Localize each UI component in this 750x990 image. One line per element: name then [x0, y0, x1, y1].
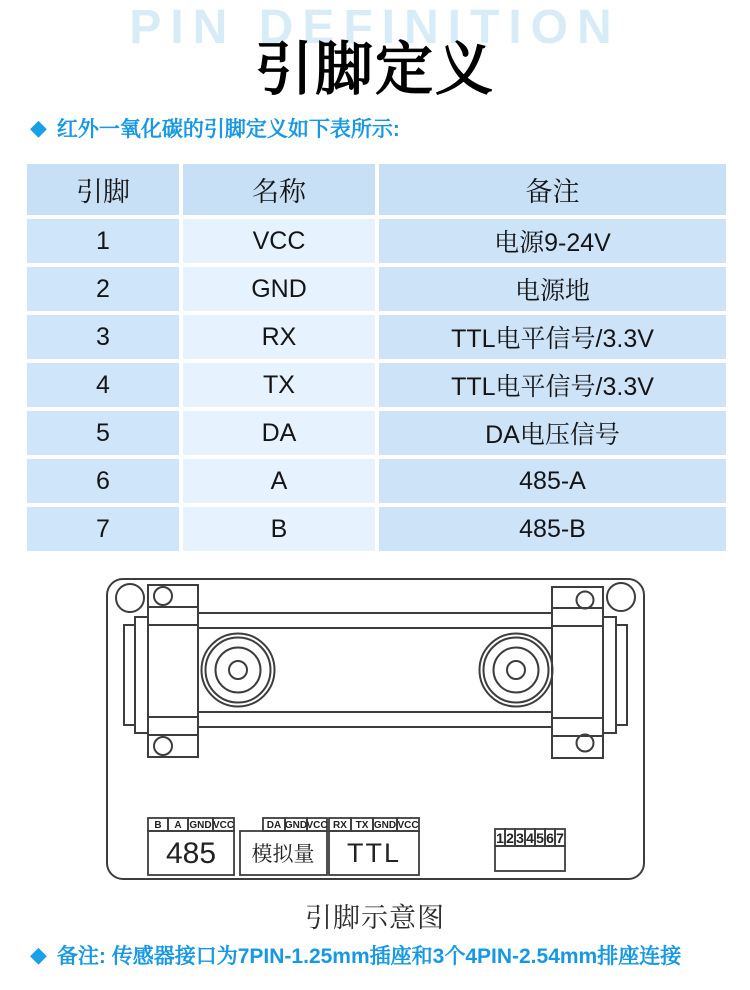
col-header-name: 名称 — [183, 164, 375, 215]
table-row — [27, 363, 726, 407]
pin-label: GND — [373, 820, 397, 831]
table-row — [27, 507, 726, 551]
mount-bracket-left — [148, 585, 198, 757]
mount-bracket-right — [552, 587, 603, 758]
pin-label: VCC — [212, 820, 235, 831]
corner-hole-right — [607, 583, 635, 611]
table-cell: 3 — [27, 315, 179, 359]
pin-label: DA — [266, 820, 282, 831]
table-cell: RX — [183, 315, 375, 359]
pin-label: VCC — [306, 820, 328, 831]
pin-number: 3 — [516, 830, 524, 846]
table-row — [27, 267, 726, 311]
pin-number: 5 — [536, 830, 544, 846]
pin-diagram-svg — [88, 570, 663, 888]
sensor-circle-left — [202, 634, 275, 707]
table-cell: 6 — [27, 459, 179, 503]
table-row — [27, 459, 726, 503]
col-header-pin: 引脚 — [27, 164, 179, 215]
pin-diagram — [88, 570, 663, 893]
pin-table — [23, 160, 730, 555]
pin-number: 4 — [526, 830, 534, 846]
col-header-remark: 备注 — [379, 164, 726, 215]
table-cell: GND — [183, 267, 375, 311]
table-cell: DA — [183, 411, 375, 455]
pin-label: A — [174, 820, 182, 831]
table-cell: 2 — [27, 267, 179, 311]
diamond-icon: ◆ — [30, 942, 47, 967]
table-cell: 1 — [27, 219, 179, 263]
pin-number: 2 — [506, 830, 514, 846]
table-cell: 7 — [27, 507, 179, 551]
pin-number: 7 — [556, 830, 564, 846]
pin-label: RX — [333, 820, 347, 831]
table-cell: 5 — [27, 411, 179, 455]
pin-table-wrapper — [23, 160, 730, 555]
table-row — [27, 315, 726, 359]
table-cell: TX — [183, 363, 375, 407]
table-header-row — [27, 164, 726, 215]
pin-number: 1 — [496, 830, 504, 846]
table-cell: TTL电平信号/3.3V — [379, 315, 726, 359]
diagram-caption: 引脚示意图 — [305, 903, 445, 933]
table-cell: 485-A — [379, 459, 726, 503]
table-row — [27, 219, 726, 263]
page-title: 引脚定义 — [254, 37, 495, 102]
diamond-icon: ◆ — [30, 115, 47, 140]
bottom-note — [30, 940, 681, 970]
pin-label: TX — [355, 820, 369, 831]
connector-ttl-label: TTL — [346, 838, 402, 868]
table-cell: 485-B — [379, 507, 726, 551]
table-cell: 电源9-24V — [379, 219, 726, 263]
table-row — [27, 411, 726, 455]
table-cell: 电源地 — [379, 267, 726, 311]
pin-label: GND — [189, 820, 212, 831]
intro-line — [30, 113, 400, 143]
pin-label: B — [154, 820, 162, 831]
pin-label: GND — [284, 820, 308, 831]
sensor-circle-right — [480, 634, 553, 707]
intro-text: 红外一氧化碳的引脚定义如下表所示: — [56, 118, 400, 141]
pin-label: VCC — [397, 820, 419, 831]
table-cell: A — [183, 459, 375, 503]
connector-485-label: 485 — [165, 837, 217, 870]
table-cell: DA电压信号 — [379, 411, 726, 455]
corner-hole-left — [116, 584, 144, 612]
table-cell: TTL电平信号/3.3V — [379, 363, 726, 407]
connector-analog-label: 模拟量 — [251, 843, 315, 866]
table-cell: 4 — [27, 363, 179, 407]
table-cell: VCC — [183, 219, 375, 263]
table-cell: B — [183, 507, 375, 551]
watermark-text: PIN DEFINITION — [129, 1, 621, 54]
note-text: 备注: 传感器接口为7PIN-1.25mm插座和3个4PIN-2.54mm排座连接 — [56, 945, 682, 968]
pin-number: 6 — [546, 830, 554, 846]
